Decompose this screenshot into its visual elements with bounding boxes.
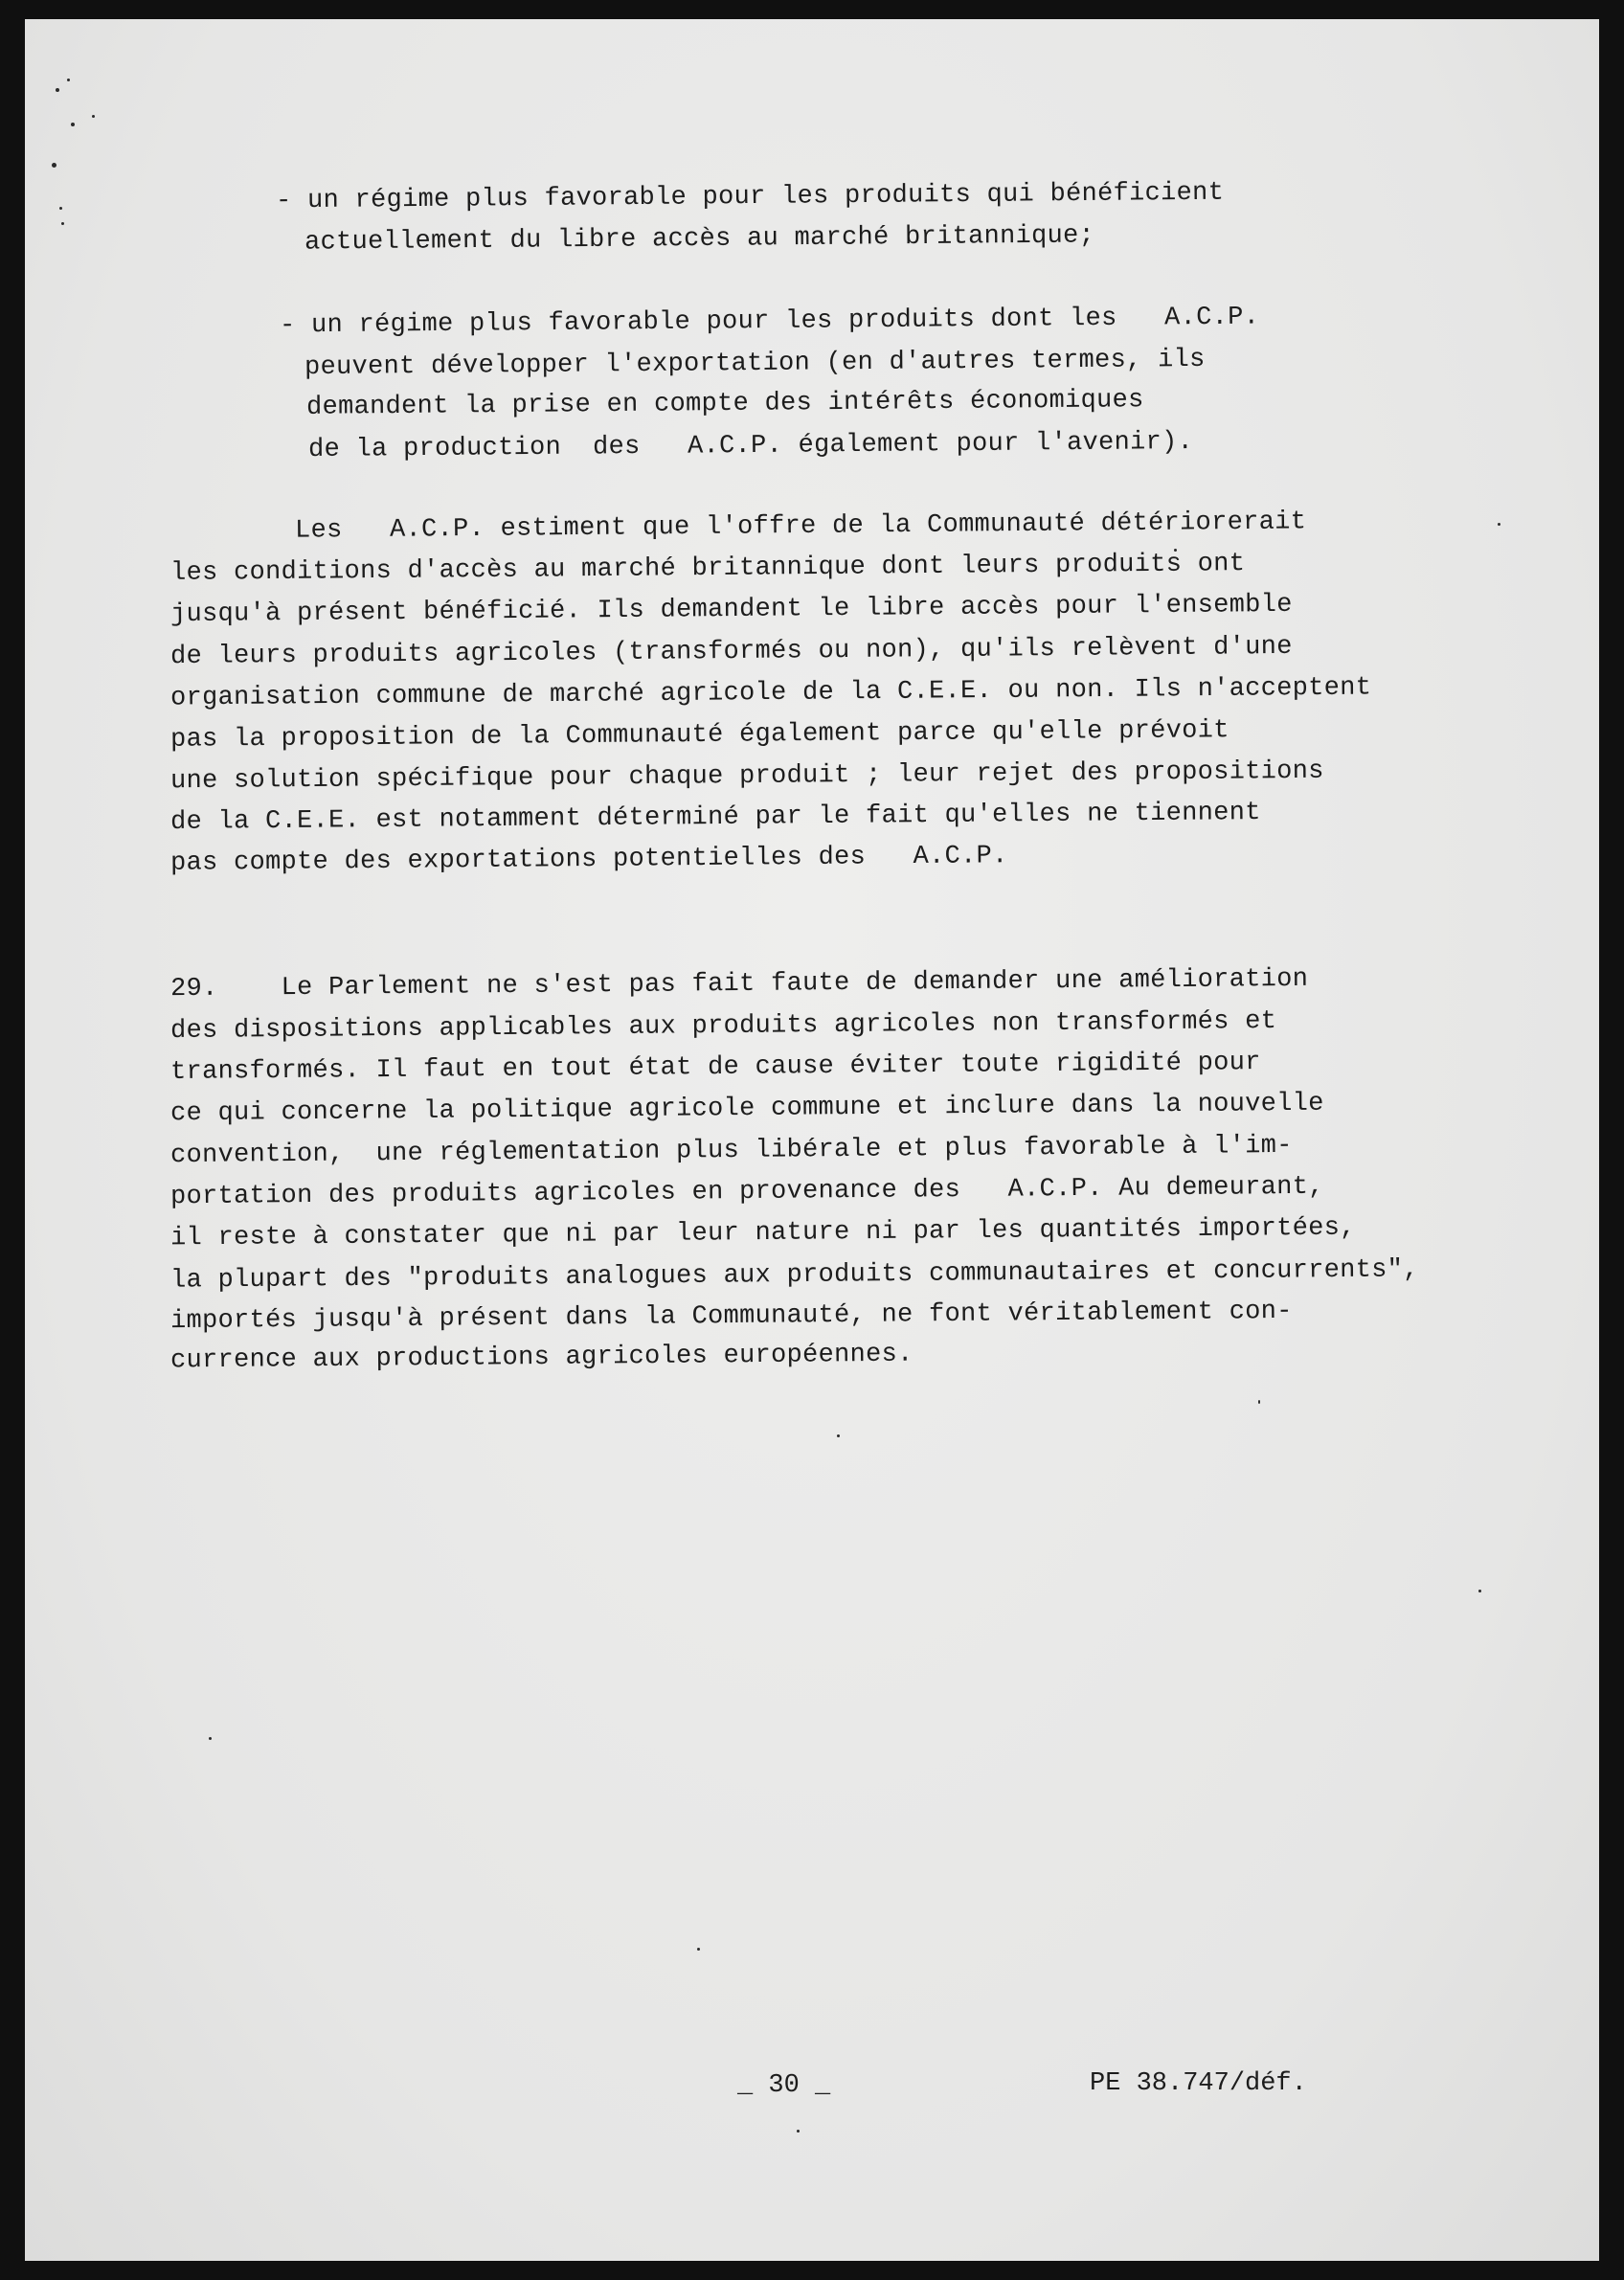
paragraph-1-line: Les A.C.P. estiment que l'offre de la Communauté détériorerait	[294, 508, 1307, 546]
scan-speck	[92, 115, 95, 118]
bullet-2-line-3: demandent la prise en compte des intérêts économiques	[305, 386, 1144, 422]
paragraph-29-line: convention, une réglementation plus libérale et plus favorable à l'im-	[169, 1131, 1293, 1171]
paragraph-1-line: de leurs produits agricoles (transformés ou non), qu'ils relèvent d'une	[169, 632, 1293, 672]
scan-speck	[67, 79, 70, 81]
scan-speck	[59, 207, 62, 210]
paragraph-1-line: une solution spécifique pour chaque produit ; leur rejet des propositions	[169, 756, 1324, 797]
bullet-1-line-1: - un régime plus favorable pour les produits qui bénéficient	[275, 178, 1225, 216]
scan-speck	[697, 1948, 700, 1951]
scan-speck	[1478, 1590, 1481, 1592]
scan-speck	[837, 1434, 840, 1437]
paragraph-29-line: importés jusqu'à présent dans la Communauté, ne font véritablement con-	[169, 1297, 1293, 1337]
paragraph-29-line: il reste à constater que ni par leur nature ni par les quantités importées,	[169, 1213, 1356, 1253]
scan-speck	[56, 88, 59, 92]
scan-speck	[71, 123, 75, 126]
scan-speck	[1498, 523, 1500, 526]
paragraph-1-line: organisation commune de marché agricole de la C.E.E. ou non. Ils n'acceptent	[169, 673, 1372, 713]
paragraph-29-line: la plupart des "produits analogues aux produits communautaires et concurrents",	[169, 1255, 1419, 1296]
scan-speck	[1258, 1400, 1260, 1404]
scan-speck	[52, 163, 56, 168]
paragraph-29-line: 29. Le Parlement ne s'est pas fait faute de demander une amélioration	[169, 964, 1309, 1005]
paragraph-29-line: portation des produits agricoles en provenance des A.C.P. Au demeurant,	[169, 1172, 1324, 1212]
scan-speck	[209, 1737, 212, 1740]
document-page	[25, 19, 1599, 2261]
paragraph-29-line: des dispositions applicables aux produits agricoles non transformés et	[169, 1006, 1277, 1047]
document-reference: PE 38.747/déf.	[1090, 2069, 1307, 2098]
paragraph-29-line: transformés. Il faut en tout état de cause éviter toute rigidité pour	[169, 1049, 1261, 1087]
paragraph-1-line: pas la proposition de la Communauté également parce qu'elle prévoit	[169, 716, 1229, 755]
bullet-2-line-1: - un régime plus favorable pour les produits dont les A.C.P.	[279, 303, 1260, 341]
bullet-1-line-2: actuellement du libre accès au marché britannique;	[304, 221, 1095, 258]
scan-speck	[797, 2130, 800, 2133]
bullet-2-line-4: de la production des A.C.P. également pour l'avenir).	[307, 427, 1194, 465]
paragraph-1-line: les conditions d'accès au marché britannique dont leurs produits ont	[169, 550, 1246, 588]
paragraph-1-line: jusqu'à présent bénéficié. Ils demandent le libre accès pour l'ensemble	[169, 590, 1293, 630]
scan-speck	[61, 222, 64, 225]
paragraph-29-line: currence aux productions agricoles européennes.	[169, 1340, 914, 1376]
bullet-2-line-2: peuvent développer l'exportation (en d'autres termes, ils	[304, 345, 1206, 383]
paragraph-1-line: pas compte des exportations potentielles des A.C.P.	[169, 842, 1008, 878]
paragraph-1-line: de la C.E.E. est notamment déterminé par le fait qu'elles ne tiennent	[169, 799, 1261, 837]
page-number: _ 30 _	[737, 2071, 831, 2100]
paragraph-29-line: ce qui concerne la politique agricole commune et inclure dans la nouvelle	[169, 1089, 1324, 1129]
